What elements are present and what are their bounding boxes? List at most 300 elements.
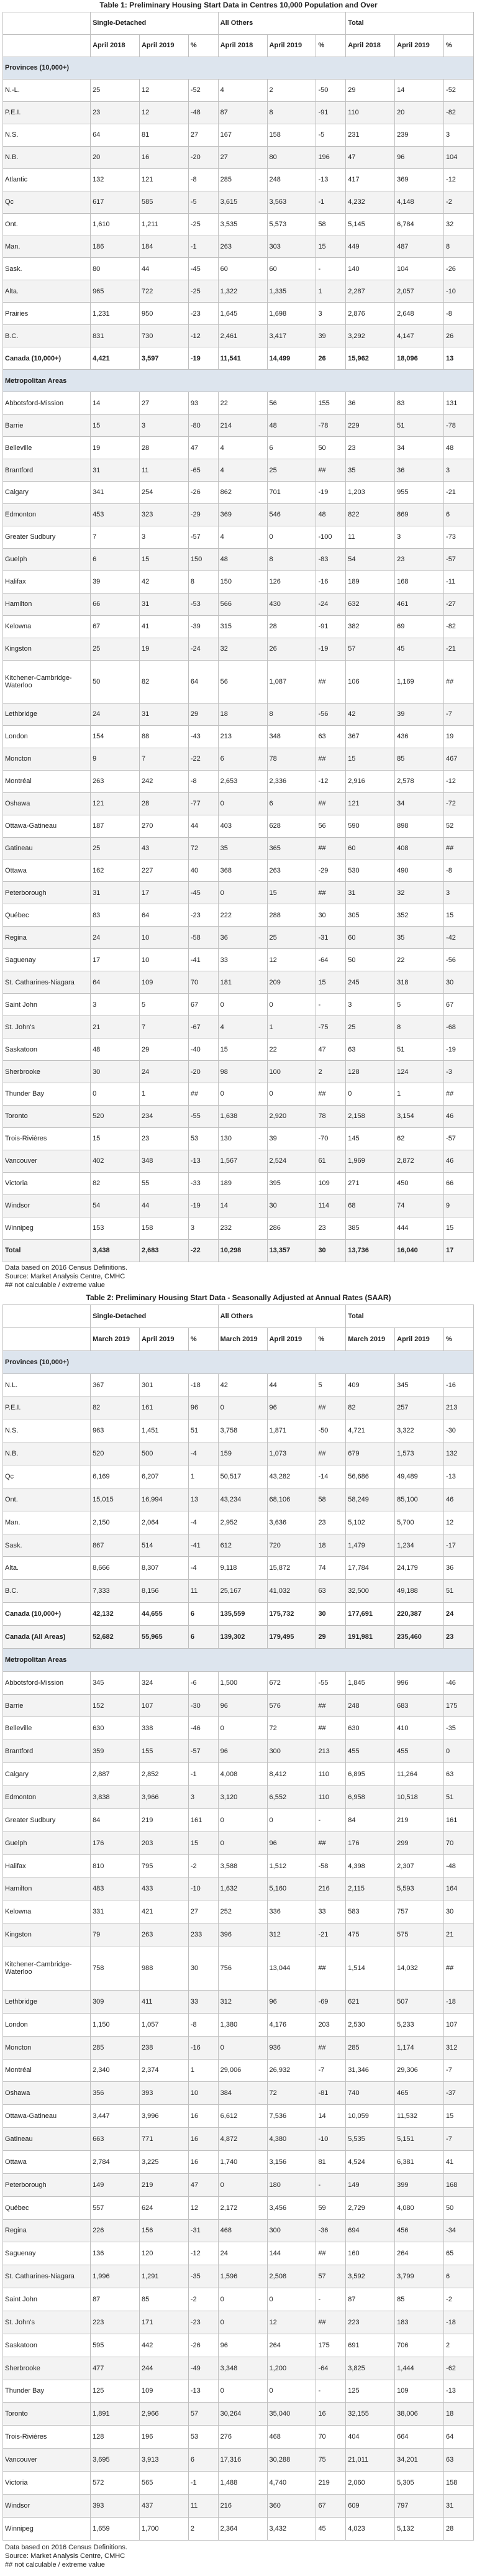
data-cell: 93	[188, 392, 218, 415]
data-cell: 730	[139, 325, 188, 347]
data-cell: 2,578	[395, 770, 444, 792]
data-cell: 30	[444, 971, 474, 994]
row-label: Alta.	[3, 280, 91, 303]
data-cell: 31	[139, 703, 188, 725]
data-cell: 2,057	[395, 280, 444, 303]
data-cell: 2,307	[395, 1854, 444, 1877]
row-label: Calgary	[3, 482, 91, 504]
data-cell: 156	[139, 2219, 188, 2242]
table-row	[3, 1580, 474, 1603]
data-cell: 3,758	[218, 1419, 267, 1442]
data-cell: 48	[444, 437, 474, 459]
data-cell: ##	[316, 1396, 346, 1419]
data-cell: 8,666	[91, 1557, 140, 1580]
row-label: Brantford	[3, 459, 91, 482]
data-cell: 312	[444, 2036, 474, 2059]
data-cell: -81	[316, 2082, 346, 2105]
data-cell: 1,291	[139, 2265, 188, 2288]
data-cell: 96	[218, 2334, 267, 2357]
data-cell: 175	[316, 2334, 346, 2357]
data-cell: 1,969	[346, 1150, 395, 1172]
data-cell: 410	[395, 1717, 444, 1740]
data-cell: 722	[139, 280, 188, 303]
data-cell: 63	[316, 725, 346, 748]
data-cell: 12	[139, 101, 188, 124]
table-row	[3, 1105, 474, 1127]
data-cell: 683	[395, 1694, 444, 1717]
data-cell: 150	[218, 571, 267, 593]
table-row	[3, 2128, 474, 2151]
data-cell: 121	[139, 168, 188, 191]
data-cell: 7	[139, 1016, 188, 1038]
data-cell: 13,736	[346, 1239, 395, 1262]
data-cell: 0	[346, 1083, 395, 1105]
data-cell: 442	[139, 2334, 188, 2357]
data-cell: 8	[267, 548, 316, 571]
data-cell: 7	[91, 526, 140, 548]
data-cell: 487	[395, 236, 444, 258]
table-row	[3, 2013, 474, 2036]
data-cell: -65	[188, 459, 218, 482]
data-cell: -	[316, 2380, 346, 2403]
data-cell: -58	[316, 1854, 346, 1877]
data-cell: 1,645	[218, 303, 267, 325]
data-cell: 301	[139, 1373, 188, 1396]
data-cell: -11	[444, 571, 474, 593]
row-label: Prairies	[3, 303, 91, 325]
data-cell: -19	[316, 638, 346, 660]
data-cell: 36	[395, 459, 444, 482]
data-cell: 3,417	[267, 325, 316, 347]
data-cell: 263	[139, 1923, 188, 1946]
data-cell: 96	[395, 146, 444, 168]
row-label: N.-L.	[3, 79, 91, 101]
data-cell: 189	[346, 571, 395, 593]
data-cell: 15,962	[346, 347, 395, 370]
data-cell: 7	[139, 748, 188, 770]
data-cell: 965	[91, 280, 140, 303]
data-cell: 216	[218, 2494, 267, 2517]
data-cell: 50	[346, 949, 395, 971]
data-cell: 32,155	[346, 2403, 395, 2426]
data-cell: 6	[218, 748, 267, 770]
data-cell: 234	[139, 1105, 188, 1127]
row-label: Québec	[3, 2196, 91, 2219]
data-cell: -18	[444, 2311, 474, 2334]
data-cell: 155	[139, 1740, 188, 1763]
data-cell: 3,838	[91, 1786, 140, 1809]
data-cell: -24	[316, 593, 346, 615]
data-cell: 10	[188, 2082, 218, 2105]
row-label: Thunder Bay	[3, 2380, 91, 2403]
table-row	[3, 2334, 474, 2357]
data-cell: 17,784	[346, 1557, 395, 1580]
data-cell: 437	[139, 2494, 188, 2517]
data-cell: -29	[188, 503, 218, 526]
data-cell: 132	[444, 1442, 474, 1465]
table2-title: Table 2: Preliminary Housing Start Data - Seasonally Adjusted at Annual Rates (SAAR)	[86, 1293, 391, 1302]
data-cell: 227	[139, 859, 188, 882]
data-cell: 180	[267, 2173, 316, 2196]
header-group-row	[3, 1305, 474, 1328]
data-cell: 1,659	[91, 2517, 140, 2540]
data-cell: 10,518	[395, 1786, 444, 1809]
table-row	[3, 1763, 474, 1786]
data-cell: 2,683	[139, 1239, 188, 1262]
data-cell: 10	[139, 927, 188, 949]
row-label: Montréal	[3, 2059, 91, 2082]
table-row	[3, 949, 474, 971]
table-row	[3, 2517, 474, 2540]
table-row	[3, 2082, 474, 2105]
data-cell: -20	[188, 146, 218, 168]
data-cell: 1,444	[395, 2357, 444, 2380]
data-cell: 56	[316, 815, 346, 837]
data-cell: 25	[91, 638, 140, 660]
data-cell: 96	[218, 1740, 267, 1763]
data-cell: 196	[139, 2426, 188, 2449]
data-cell: 300	[267, 1740, 316, 1763]
data-cell: 161	[139, 1396, 188, 1419]
data-cell: 53	[188, 2426, 218, 2449]
table-row	[3, 571, 474, 593]
data-cell: 254	[139, 482, 188, 504]
data-cell: 65	[444, 2242, 474, 2265]
data-cell: 42	[139, 571, 188, 593]
data-cell: -30	[188, 1694, 218, 1717]
data-cell: -33	[188, 1172, 218, 1194]
table-row	[3, 2173, 474, 2196]
data-cell: 1	[188, 2059, 218, 2082]
data-cell: 3,588	[218, 1854, 267, 1877]
table-row	[3, 1877, 474, 1900]
data-cell: 14,032	[395, 1946, 444, 1991]
data-cell: 286	[267, 1217, 316, 1239]
data-cell: 3,799	[395, 2265, 444, 2288]
data-cell: 233	[188, 1923, 218, 1946]
row-label: Kingston	[3, 638, 91, 660]
data-cell: 399	[395, 2173, 444, 2196]
column-header: April 2019	[139, 34, 188, 57]
data-cell: -2	[444, 2288, 474, 2311]
data-cell: 1	[395, 1083, 444, 1105]
data-cell: 124	[395, 1061, 444, 1083]
row-label: Abbotsford-Mission	[3, 1671, 91, 1694]
data-cell: -5	[188, 191, 218, 213]
data-cell: 44	[267, 1373, 316, 1396]
data-cell: 0	[218, 2173, 267, 2196]
data-cell: 46	[444, 1488, 474, 1511]
column-header: April 2019	[267, 1327, 316, 1350]
data-cell: 2,876	[346, 303, 395, 325]
data-cell: 514	[139, 1534, 188, 1557]
data-cell: -16	[444, 1373, 474, 1396]
data-cell: 395	[267, 1172, 316, 1194]
data-cell: -	[316, 2288, 346, 2311]
data-cell: 263	[91, 770, 140, 792]
row-label: Kitchener-Cambridge-Waterloo	[3, 1946, 91, 1991]
data-cell: 6,207	[139, 1465, 188, 1488]
data-cell: 145	[346, 1127, 395, 1150]
data-cell: 963	[91, 1419, 140, 1442]
data-cell: 396	[218, 1923, 267, 1946]
data-cell: 63	[316, 1580, 346, 1603]
data-cell: -82	[444, 101, 474, 124]
row-label: Halifax	[3, 571, 91, 593]
data-cell: 110	[346, 101, 395, 124]
data-cell: 51	[444, 1580, 474, 1603]
row-label: Winnipeg	[3, 2517, 91, 2540]
data-cell: -70	[316, 1127, 346, 1150]
data-cell: 16	[188, 2150, 218, 2173]
column-header: %	[444, 1327, 474, 1350]
table-row	[3, 101, 474, 124]
data-cell: 5,573	[267, 213, 316, 236]
data-cell: 6	[444, 503, 474, 526]
data-cell: 2,852	[139, 1763, 188, 1786]
data-cell: 1	[188, 1465, 218, 1488]
data-cell: 41	[139, 615, 188, 638]
section-row	[3, 57, 474, 79]
data-cell: 88	[139, 725, 188, 748]
row-label: Winnipeg	[3, 1217, 91, 1239]
row-label: Vancouver	[3, 2449, 91, 2472]
row-label: Brantford	[3, 1740, 91, 1763]
column-header: %	[316, 1327, 346, 1350]
data-cell: 49,489	[395, 1465, 444, 1488]
data-cell: 3	[444, 124, 474, 146]
data-cell: 8,307	[139, 1557, 188, 1580]
data-cell: -1	[188, 1763, 218, 1786]
data-cell: 120	[139, 2242, 188, 2265]
data-cell: 16	[188, 2128, 218, 2151]
row-label: N.L.	[3, 1373, 91, 1396]
data-cell: 164	[444, 1877, 474, 1900]
row-label: Guelph	[3, 548, 91, 571]
data-cell: 51	[188, 1419, 218, 1442]
row-label: Ont.	[3, 1488, 91, 1511]
table-row	[3, 660, 474, 703]
row-label: Canada (10,000+)	[3, 1603, 91, 1626]
data-cell: ##	[316, 792, 346, 815]
data-cell: 417	[346, 168, 395, 191]
data-cell: 617	[91, 191, 140, 213]
section-title: Provinces (10,000+)	[3, 1350, 474, 1373]
table-row	[3, 2494, 474, 2517]
row-label: Man.	[3, 236, 91, 258]
row-label: London	[3, 725, 91, 748]
table-row	[3, 459, 474, 482]
data-cell: 109	[395, 2380, 444, 2403]
data-cell: 109	[316, 1172, 346, 1194]
data-cell: 3	[444, 882, 474, 904]
table-row	[3, 927, 474, 949]
data-cell: 1,231	[91, 303, 140, 325]
data-cell: 50	[316, 437, 346, 459]
data-cell: 63	[444, 1763, 474, 1786]
data-cell: 6	[188, 1603, 218, 1626]
data-cell: 16	[188, 2105, 218, 2128]
data-cell: 3,225	[139, 2150, 188, 2173]
data-cell: 2,158	[346, 1105, 395, 1127]
row-label: Trois-Rivières	[3, 2426, 91, 2449]
data-cell: 27	[139, 392, 188, 415]
data-cell: 23	[91, 101, 140, 124]
table-row	[3, 2357, 474, 2380]
data-cell: -18	[444, 1990, 474, 2013]
data-cell: 3,322	[395, 1419, 444, 1442]
data-cell: 3,438	[91, 1239, 140, 1262]
data-cell: 3,447	[91, 2105, 140, 2128]
data-cell: 47	[188, 2173, 218, 2196]
data-cell: 475	[346, 1923, 395, 1946]
data-cell: -21	[444, 638, 474, 660]
row-label: Greater Sudbury	[3, 526, 91, 548]
row-label: Edmonton	[3, 1786, 91, 1809]
data-cell: 264	[267, 2334, 316, 2357]
table-row	[3, 815, 474, 837]
table-row	[3, 1038, 474, 1061]
row-label: Thunder Bay	[3, 1083, 91, 1105]
data-cell: 720	[267, 1534, 316, 1557]
table-row	[3, 2449, 474, 2472]
data-cell: 898	[395, 815, 444, 837]
data-cell: 158	[267, 124, 316, 146]
data-cell: 58	[316, 1488, 346, 1511]
data-cell: 520	[91, 1105, 140, 1127]
data-cell: 3,154	[395, 1105, 444, 1127]
row-label: P.E.I.	[3, 101, 91, 124]
data-cell: 1,380	[218, 2013, 267, 2036]
data-cell: -45	[188, 258, 218, 280]
data-cell: 0	[267, 994, 316, 1016]
data-cell: ##	[444, 1946, 474, 1991]
data-cell: 2,872	[395, 1150, 444, 1172]
data-cell: 19	[91, 437, 140, 459]
data-cell: 64	[91, 124, 140, 146]
data-cell: 565	[139, 2472, 188, 2495]
data-cell: 15	[316, 971, 346, 994]
data-cell: 35,040	[267, 2403, 316, 2426]
table-row	[3, 2150, 474, 2173]
data-cell: 6,552	[267, 1786, 316, 1809]
row-label: Belleville	[3, 437, 91, 459]
data-cell: 244	[139, 2357, 188, 2380]
data-cell: -52	[188, 79, 218, 101]
data-cell: 45	[316, 2517, 346, 2540]
data-cell: 75	[316, 2449, 346, 2472]
column-header: April 2019	[395, 1327, 444, 1350]
data-cell: 11,541	[218, 347, 267, 370]
data-cell: 15	[139, 548, 188, 571]
row-label: B.C.	[3, 325, 91, 347]
data-cell: 18,096	[395, 347, 444, 370]
data-cell: 35	[218, 837, 267, 859]
data-cell: 955	[395, 482, 444, 504]
row-label: Windsor	[3, 1194, 91, 1217]
data-cell: -26	[188, 482, 218, 504]
data-cell: 1,150	[91, 2013, 140, 2036]
note-census: Data based on 2016 Census Definitions.	[5, 1264, 127, 1272]
data-cell: 0	[267, 2380, 316, 2403]
data-cell: ##	[316, 1946, 346, 1991]
data-cell: 48	[267, 415, 316, 437]
data-cell: -30	[444, 1419, 474, 1442]
data-cell: 4,148	[395, 191, 444, 213]
data-cell: 285	[91, 2036, 140, 2059]
data-cell: 96	[188, 1396, 218, 1419]
section-row	[3, 1648, 474, 1671]
data-cell: 98	[218, 1061, 267, 1083]
data-cell: 238	[139, 2036, 188, 2059]
row-label: Saint John	[3, 994, 91, 1016]
data-cell: 831	[91, 325, 140, 347]
data-cell: 507	[395, 1990, 444, 2013]
data-cell: -14	[316, 1465, 346, 1488]
section-row	[3, 1350, 474, 1373]
row-label: Kingston	[3, 1923, 91, 1946]
data-cell: 25	[91, 837, 140, 859]
data-cell: -22	[188, 748, 218, 770]
data-cell: 14	[316, 2105, 346, 2128]
data-cell: -3	[444, 1061, 474, 1083]
data-cell: 1,087	[267, 660, 316, 703]
data-cell: 191,981	[346, 1626, 395, 1649]
data-cell: -55	[188, 1105, 218, 1127]
column-header: %	[188, 34, 218, 57]
data-cell: 461	[395, 593, 444, 615]
data-cell: 21,011	[346, 2449, 395, 2472]
data-cell: 3,615	[218, 191, 267, 213]
data-cell: 264	[395, 2242, 444, 2265]
data-cell: 153	[91, 1217, 140, 1239]
table-row	[3, 1419, 474, 1442]
data-cell: 72	[267, 1717, 316, 1740]
data-cell: 36	[444, 1557, 474, 1580]
data-cell: 57	[188, 2403, 218, 2426]
data-cell: 4,147	[395, 325, 444, 347]
data-cell: -57	[444, 1127, 474, 1150]
data-cell: 10	[139, 949, 188, 971]
data-cell: 402	[91, 1150, 140, 1172]
table-row	[3, 2105, 474, 2128]
data-cell: 15	[444, 1217, 474, 1239]
row-label: N.S.	[3, 124, 91, 146]
row-label: N.B.	[3, 1442, 91, 1465]
data-cell: -50	[316, 1419, 346, 1442]
data-cell: 28	[139, 437, 188, 459]
data-cell: 867	[91, 1534, 140, 1557]
data-cell: 35	[395, 927, 444, 949]
data-cell: 14	[91, 392, 140, 415]
table-row	[3, 2311, 474, 2334]
data-cell: 368	[218, 859, 267, 882]
data-cell: 8	[188, 571, 218, 593]
data-cell: -21	[444, 482, 474, 504]
data-cell: 44	[139, 258, 188, 280]
data-cell: 455	[346, 1740, 395, 1763]
data-cell: 988	[139, 1946, 188, 1991]
data-cell: 17,316	[218, 2449, 267, 2472]
data-cell: 109	[139, 2380, 188, 2403]
data-cell: 546	[267, 503, 316, 526]
row-label: Guelph	[3, 1831, 91, 1854]
data-cell: 2,920	[267, 1105, 316, 1127]
data-cell: 223	[346, 2311, 395, 2334]
data-cell: 83	[91, 904, 140, 927]
table-row	[3, 1990, 474, 2013]
data-cell: -1	[188, 236, 218, 258]
